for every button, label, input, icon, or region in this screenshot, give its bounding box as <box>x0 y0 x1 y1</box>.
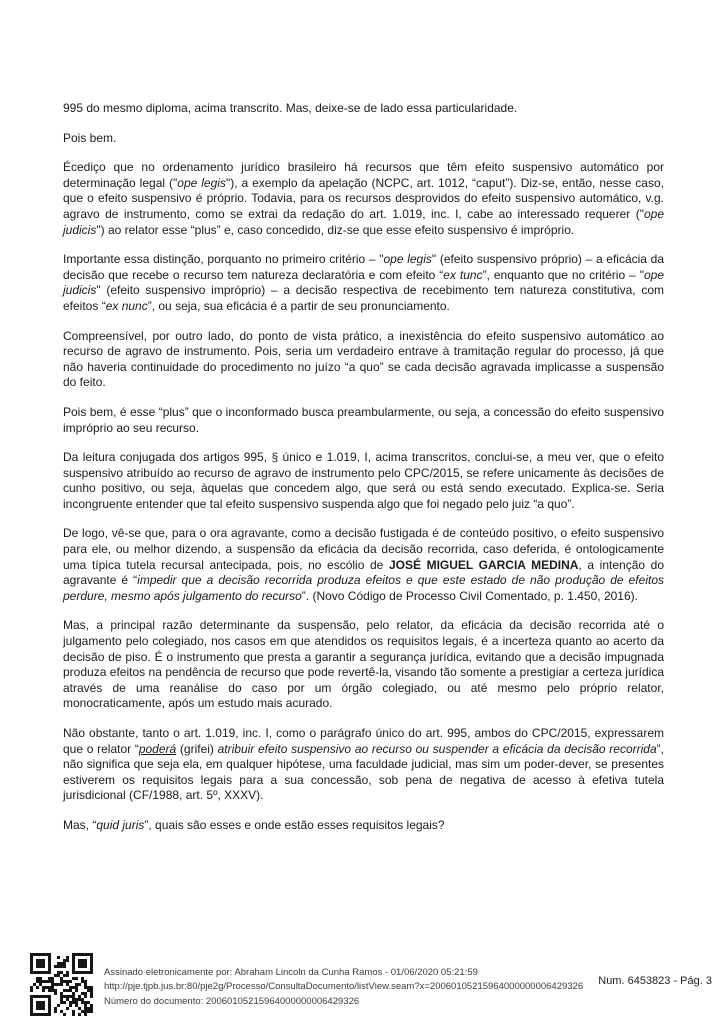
document-number: Número do documento: 20060105215964000000006429326 <box>104 995 360 1007</box>
paragraph: Não obstante, tanto o art. 1.019, inc. I, como o parágrafo único do art. 995, ambos do CPC/2015, expressarem que o relator “poderá (grifei) atribuir efeito suspensivo ao recurso ou suspender a eficácia da decisão recorrida”, não significa que seja ela, em qualquer hipótese, uma faculdade judicial, mas sim um poder-dever, se presentes estiverem os requisitos legais para a sua concessão, sob pena de negativa de acesso à efetiva tutela jurisdicional (CF/1988, art. 5º, XXXV). <box>63 726 664 803</box>
paragraph: Importante essa distinção, porquanto no primeiro critério – "ope legis" (efeito suspensivo próprio) – a eficácia da decisão que recebe o recurso tem natureza declaratória e com efeito “ex tunc”, enquanto que no critério – "ope judicis" (efeito suspensivo impróprio) – a decisão respectiva de recebimento tem natureza constitutiva, com efeitos “ex nunc”, ou seja, sua eficácia é a partir de seu pronunciamento. <box>63 252 664 313</box>
qr-code-icon <box>30 953 93 1016</box>
paragraph: Da leitura conjugada dos artigos 995, § único e 1.019, I, acima transcritos, conclui-se, a meu ver, que o efeito suspensivo atribuído ao recurso de agravo de instrumento pelo CPC/2015, se refere unicamente às decisões de cunho positivo, ou seja, àquelas que concedem algo, que será ou está sendo executado. Explica-se. Seria incongruente entender que tal efeito suspensivo suspenda algo que foi negado pelo juiz “a quo”. <box>63 450 664 511</box>
paragraph: Mas, a principal razão determinante da suspensão, pelo relator, da eficácia da decisão recorrida até o julgamento pelo colegiado, nos casos em que atendidos os requisitos legais, é a incerteza quanto ao acerto da decisão de piso. É o instrumento que presta a garantir a segurança jurídica, evitando que a decisão impugnada produza efeitos na pendência de recurso que pode revertê-la, visando tão somente a prestigiar a certeza jurídica através de uma reanálise do caso por um órgão colegiado, ou até mesmo pelo próprio relator, monocraticamente, após um estudo mais acurado. <box>63 618 664 711</box>
paragraph: Compreensível, por outro lado, do ponto de vista prático, a inexistência do efeito suspensivo automático ao recurso de agravo de instrumento. Pois, seria um verdadeiro entrave à tramitação regular do processo, já que não haveria continuidade do procedimento no juízo “a quo” se cada decisão agravada implicasse a suspensão do feito. <box>63 328 664 390</box>
paragraph: Pois bem. <box>63 130 117 145</box>
page-reference: Num. 6453823 - Pág. 3 <box>598 975 712 987</box>
document-url: http://pje.tjpb.jus.br:80/pje2g/Processo/ConsultaDocumento/listView.seam?x=20060105215964000000006429326 <box>104 981 584 993</box>
paragraph: Mas, “quid juris”, quais são esses e onde estão esses requisitos legais? <box>63 817 445 832</box>
signature-block <box>104 966 584 1009</box>
paragraph: Pois bem, é esse “plus” que o inconformado busca preambularmente, ou seja, a concessão do efeito suspensivo impróprio ao seu recurso. <box>63 404 664 435</box>
signature-line: Assinado eletronicamente por: Abraham Lincoln da Cunha Ramos - 01/06/2020 05:21:59 <box>104 967 478 978</box>
paragraph: Écediço que no ordenamento jurídico brasileiro há recursos que têm efeito suspensivo automático por determinação legal ("ope legis"), a exemplo da apelação (NCPC, art. 1012, “caput”). Diz-se, então, nesse caso, que o efeito suspensivo é próprio. Todavia, para os recursos desprovidos do efeito suspensivo automático, v.g. agravo de instrumento, como se extrai da redação do art. 1.019, inc. I, cabe ao interessado requerer ("ope judicis") ao relator esse “plus” e, caso concedido, diz-se que esse efeito suspensivo é impróprio. <box>63 160 664 237</box>
paragraph: 995 do mesmo diploma, acima transcrito. Mas, deixe-se de lado essa particularidade. <box>63 101 518 115</box>
paragraph: De logo, vê-se que, para o ora agravante, como a decisão fustigada é de conteúdo positivo, o efeito suspensivo para ele, ou melhor dizendo, a suspensão da eficácia da decisão recorrida, caso deferida, é ontologicamente uma típica tutela recursal antecipada, pois, no escólio de JOSÉ MIGUEL GARCIA MEDINA, a intenção do agravante é “impedir que a decisão recorrida produza efeitos e que este estado de não produção de efeitos perdure, mesmo após julgamento do recurso”. (Novo Código de Processo Civil Comentado, p. 1.450, 2016). <box>63 526 664 603</box>
document-body <box>63 101 664 848</box>
